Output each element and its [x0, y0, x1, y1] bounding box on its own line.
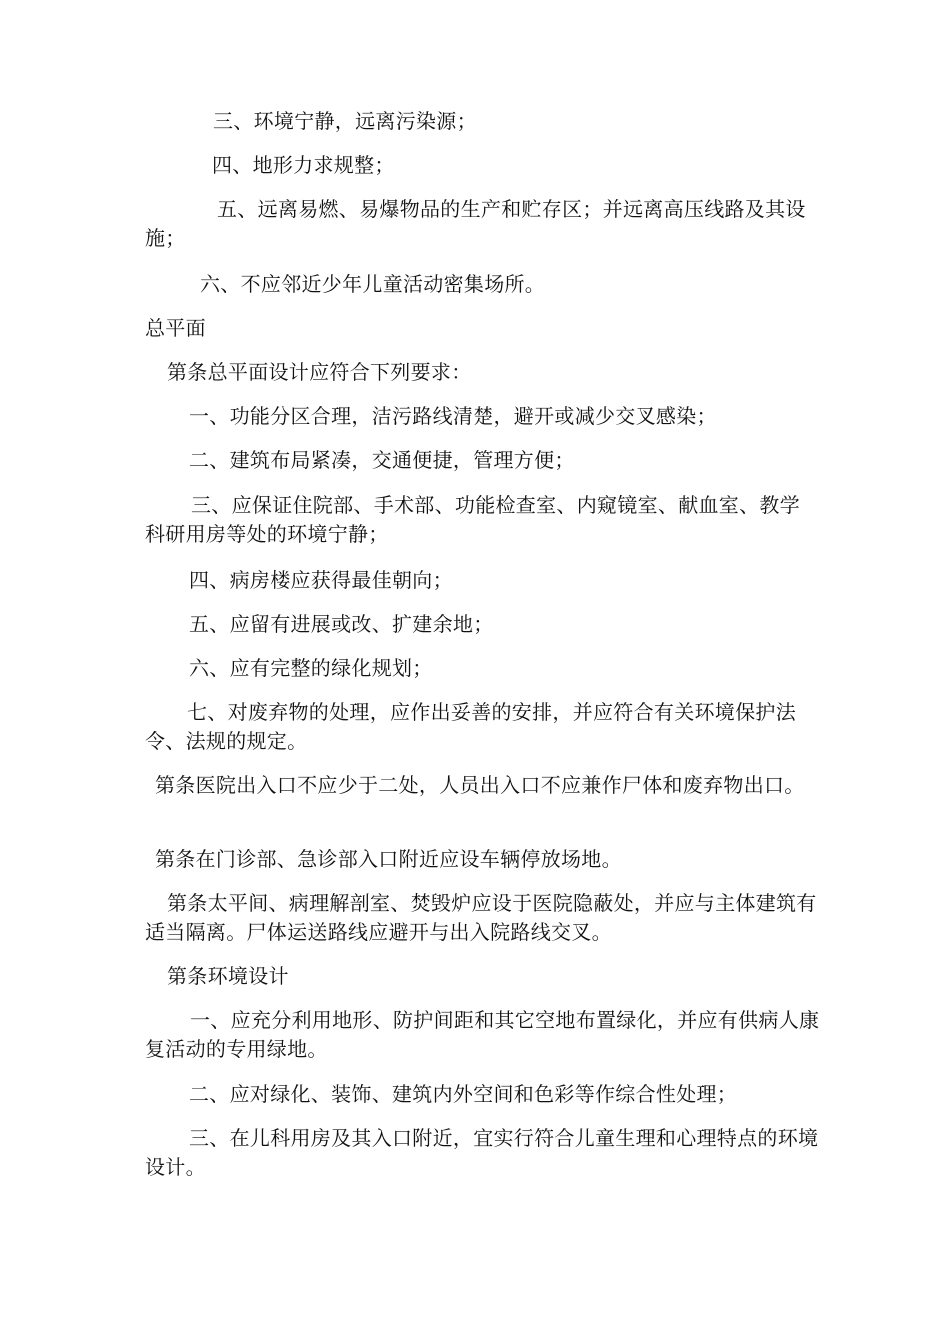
requirement-item-6: 六、应有完整的绿化规划；: [189, 656, 433, 680]
environment-item-2: 二、应对绿化、装饰、建筑内外空间和色彩等作综合性处理；: [189, 1082, 738, 1106]
requirement-item-1: 一、功能分区合理，洁污路线清楚，避开或减少交叉感染；: [189, 404, 717, 428]
paragraph-item-3: 三、环境宁静，远离污染源；: [213, 109, 477, 133]
section-heading: 总平面: [145, 316, 206, 340]
paragraph-item-4: 四、地形力求规整；: [212, 153, 395, 177]
article-mortuary: 第条太平间、病理解剖室、焚毁炉应设于医院隐蔽处，并应与主体建筑有适当隔离。尸体运送路线应避开与出入院路线交叉。: [145, 891, 817, 944]
paragraph-item-5: 五、远离易燃、易爆物品的生产和贮存区；并远离高压线路及其设施；: [145, 197, 806, 250]
environment-item-1: 一、应充分利用地形、防护间距和其它空地布置绿化，并应有供病人康复活动的专用绿地。: [145, 1008, 820, 1061]
requirement-item-5: 五、应留有进展或改、扩建余地；: [189, 612, 494, 636]
article-environment-design: 第条环境设计: [167, 964, 289, 988]
requirement-item-2: 二、建筑布局紧凑，交通便捷，管理方便；: [189, 448, 575, 472]
article-parking: 第条在门诊部、急诊部入口附近应设车辆停放场地。: [155, 847, 622, 871]
requirement-item-3: 三、应保证住院部、手术部、功能检查室、内窥镜室、献血室、教学科研用房等处的环境宁静；: [145, 493, 800, 546]
requirement-item-4: 四、病房楼应获得最佳朝向；: [189, 568, 453, 592]
paragraph-item-6: 六、不应邻近少年儿童活动密集场所。: [200, 272, 546, 296]
article-heading: 第条总平面设计应符合下列要求：: [167, 360, 472, 384]
article-entrances: 第条医院出入口不应少于二处，人员出入口不应兼作尸体和废弃物出口。: [155, 773, 805, 797]
requirement-item-7: 七、对废弃物的处理，应作出妥善的安排，并应符合有关环境保护法令、法规的规定。: [145, 700, 796, 753]
environment-item-3: 三、在儿科用房及其入口附近，宜实行符合儿童生理和心理特点的环境设计。: [145, 1126, 819, 1179]
